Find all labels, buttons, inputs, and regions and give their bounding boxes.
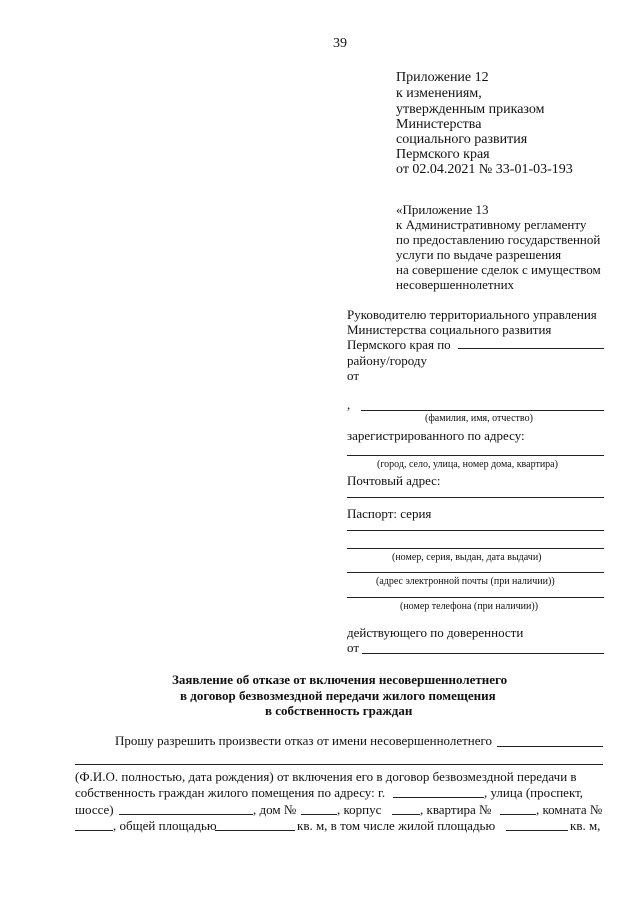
from-label: от (347, 368, 360, 383)
living-area-blank[interactable] (506, 830, 568, 831)
title-line: в собственность граждан (265, 703, 413, 718)
phone-blank[interactable] (347, 597, 604, 598)
page-number: 39 (333, 36, 347, 51)
appendix-12-line: Пермского края (396, 147, 490, 162)
passport-blank-2[interactable] (347, 548, 604, 549)
appendix-12-line: Приложение 12 (396, 70, 489, 85)
email-blank[interactable] (347, 572, 604, 573)
appendix-13-line: «Приложение 13 (396, 202, 489, 217)
body-line-4b: кв. м, в том числе жилой площадью (297, 818, 496, 833)
body-line-2a: собственность граждан жилого помещения по адресу: г. (75, 785, 386, 800)
email-caption: (адрес электронной почты (при наличии)) (376, 576, 555, 587)
body-line-4a: , общей площадью (113, 818, 217, 833)
appendix-12-line: утвержденным приказом (396, 102, 545, 117)
address-caption: (город, село, улица, номер дома, квартира) (377, 459, 558, 470)
body-line-1: (Ф.И.О. полностью, дата рождения) от включения его в договор безвозмездной передачи в (75, 769, 577, 784)
proxy-label: действующего по доверенности (347, 625, 524, 640)
title-line: в договор безвозмездной передачи жилого помещения (180, 688, 496, 703)
proxy-from-label: от (347, 640, 360, 655)
title-line: Заявление об отказе от включения несовершеннолетнего (172, 672, 508, 687)
phone-caption: (номер телефона (при наличии)) (400, 601, 539, 612)
fio-caption: (фамилия, имя, отчество) (425, 413, 533, 424)
addressee-line: району/городу (347, 353, 428, 368)
body-line-2b: , улица (проспект, (484, 785, 584, 800)
appendix-13-line: по предоставлению государственной (396, 232, 601, 247)
minor-name-blank[interactable] (497, 746, 603, 747)
fio-blank[interactable] (361, 410, 604, 411)
appendix-13-line: на совершение сделок с имуществом (396, 262, 601, 277)
postal-blank[interactable] (347, 497, 604, 498)
apartment-blank[interactable] (500, 814, 536, 815)
city-blank[interactable] (393, 797, 484, 798)
registered-label: зарегистрированного по адресу: (347, 428, 525, 443)
body-line-3d: , квартира № (420, 802, 492, 817)
proxy-blank[interactable] (362, 653, 604, 654)
appendix-12-line: Министерства (396, 117, 482, 132)
appendix-13-line: к Административному регламенту (396, 217, 587, 232)
postal-label: Почтовый адрес: (347, 473, 441, 488)
appendix-13-line: несовершеннолетних (396, 277, 515, 292)
body-line-3b: , дом № (253, 802, 297, 817)
house-blank[interactable] (301, 814, 337, 815)
addressee-line: Министерства социального развития (347, 322, 552, 337)
address-blank[interactable] (347, 455, 604, 456)
body-line-3a: шоссе) (75, 802, 114, 817)
building-blank[interactable] (392, 814, 420, 815)
request-line: Прошу разрешить произвести отказ от имени несовершеннолетнего (115, 733, 493, 748)
appendix-12-line: от 02.04.2021 № 33-01-03-193 (396, 162, 573, 177)
passport-caption: (номер, серия, выдан, дата выдачи) (392, 552, 542, 563)
minor-fio-blank[interactable] (75, 764, 603, 765)
body-line-3e: , комната № (536, 802, 603, 817)
body-line-4c: кв. м, (570, 818, 601, 833)
total-area-blank[interactable] (215, 830, 295, 831)
body-line-3c: , корпус (337, 802, 382, 817)
addressee-line: Пермского края по (347, 337, 451, 352)
passport-label: Паспорт: серия (347, 506, 432, 521)
district-blank[interactable] (458, 348, 604, 349)
appendix-13-line: услуги по выдаче разрешения (396, 247, 562, 262)
street-blank[interactable] (119, 814, 253, 815)
comma-mark: , (347, 397, 351, 412)
passport-blank-1[interactable] (347, 530, 604, 531)
appendix-12-line: социального развития (396, 132, 528, 147)
room-blank[interactable] (75, 830, 113, 831)
appendix-12-line: к изменениям, (396, 86, 482, 101)
addressee-line: Руководителю территориального управления (347, 307, 597, 322)
